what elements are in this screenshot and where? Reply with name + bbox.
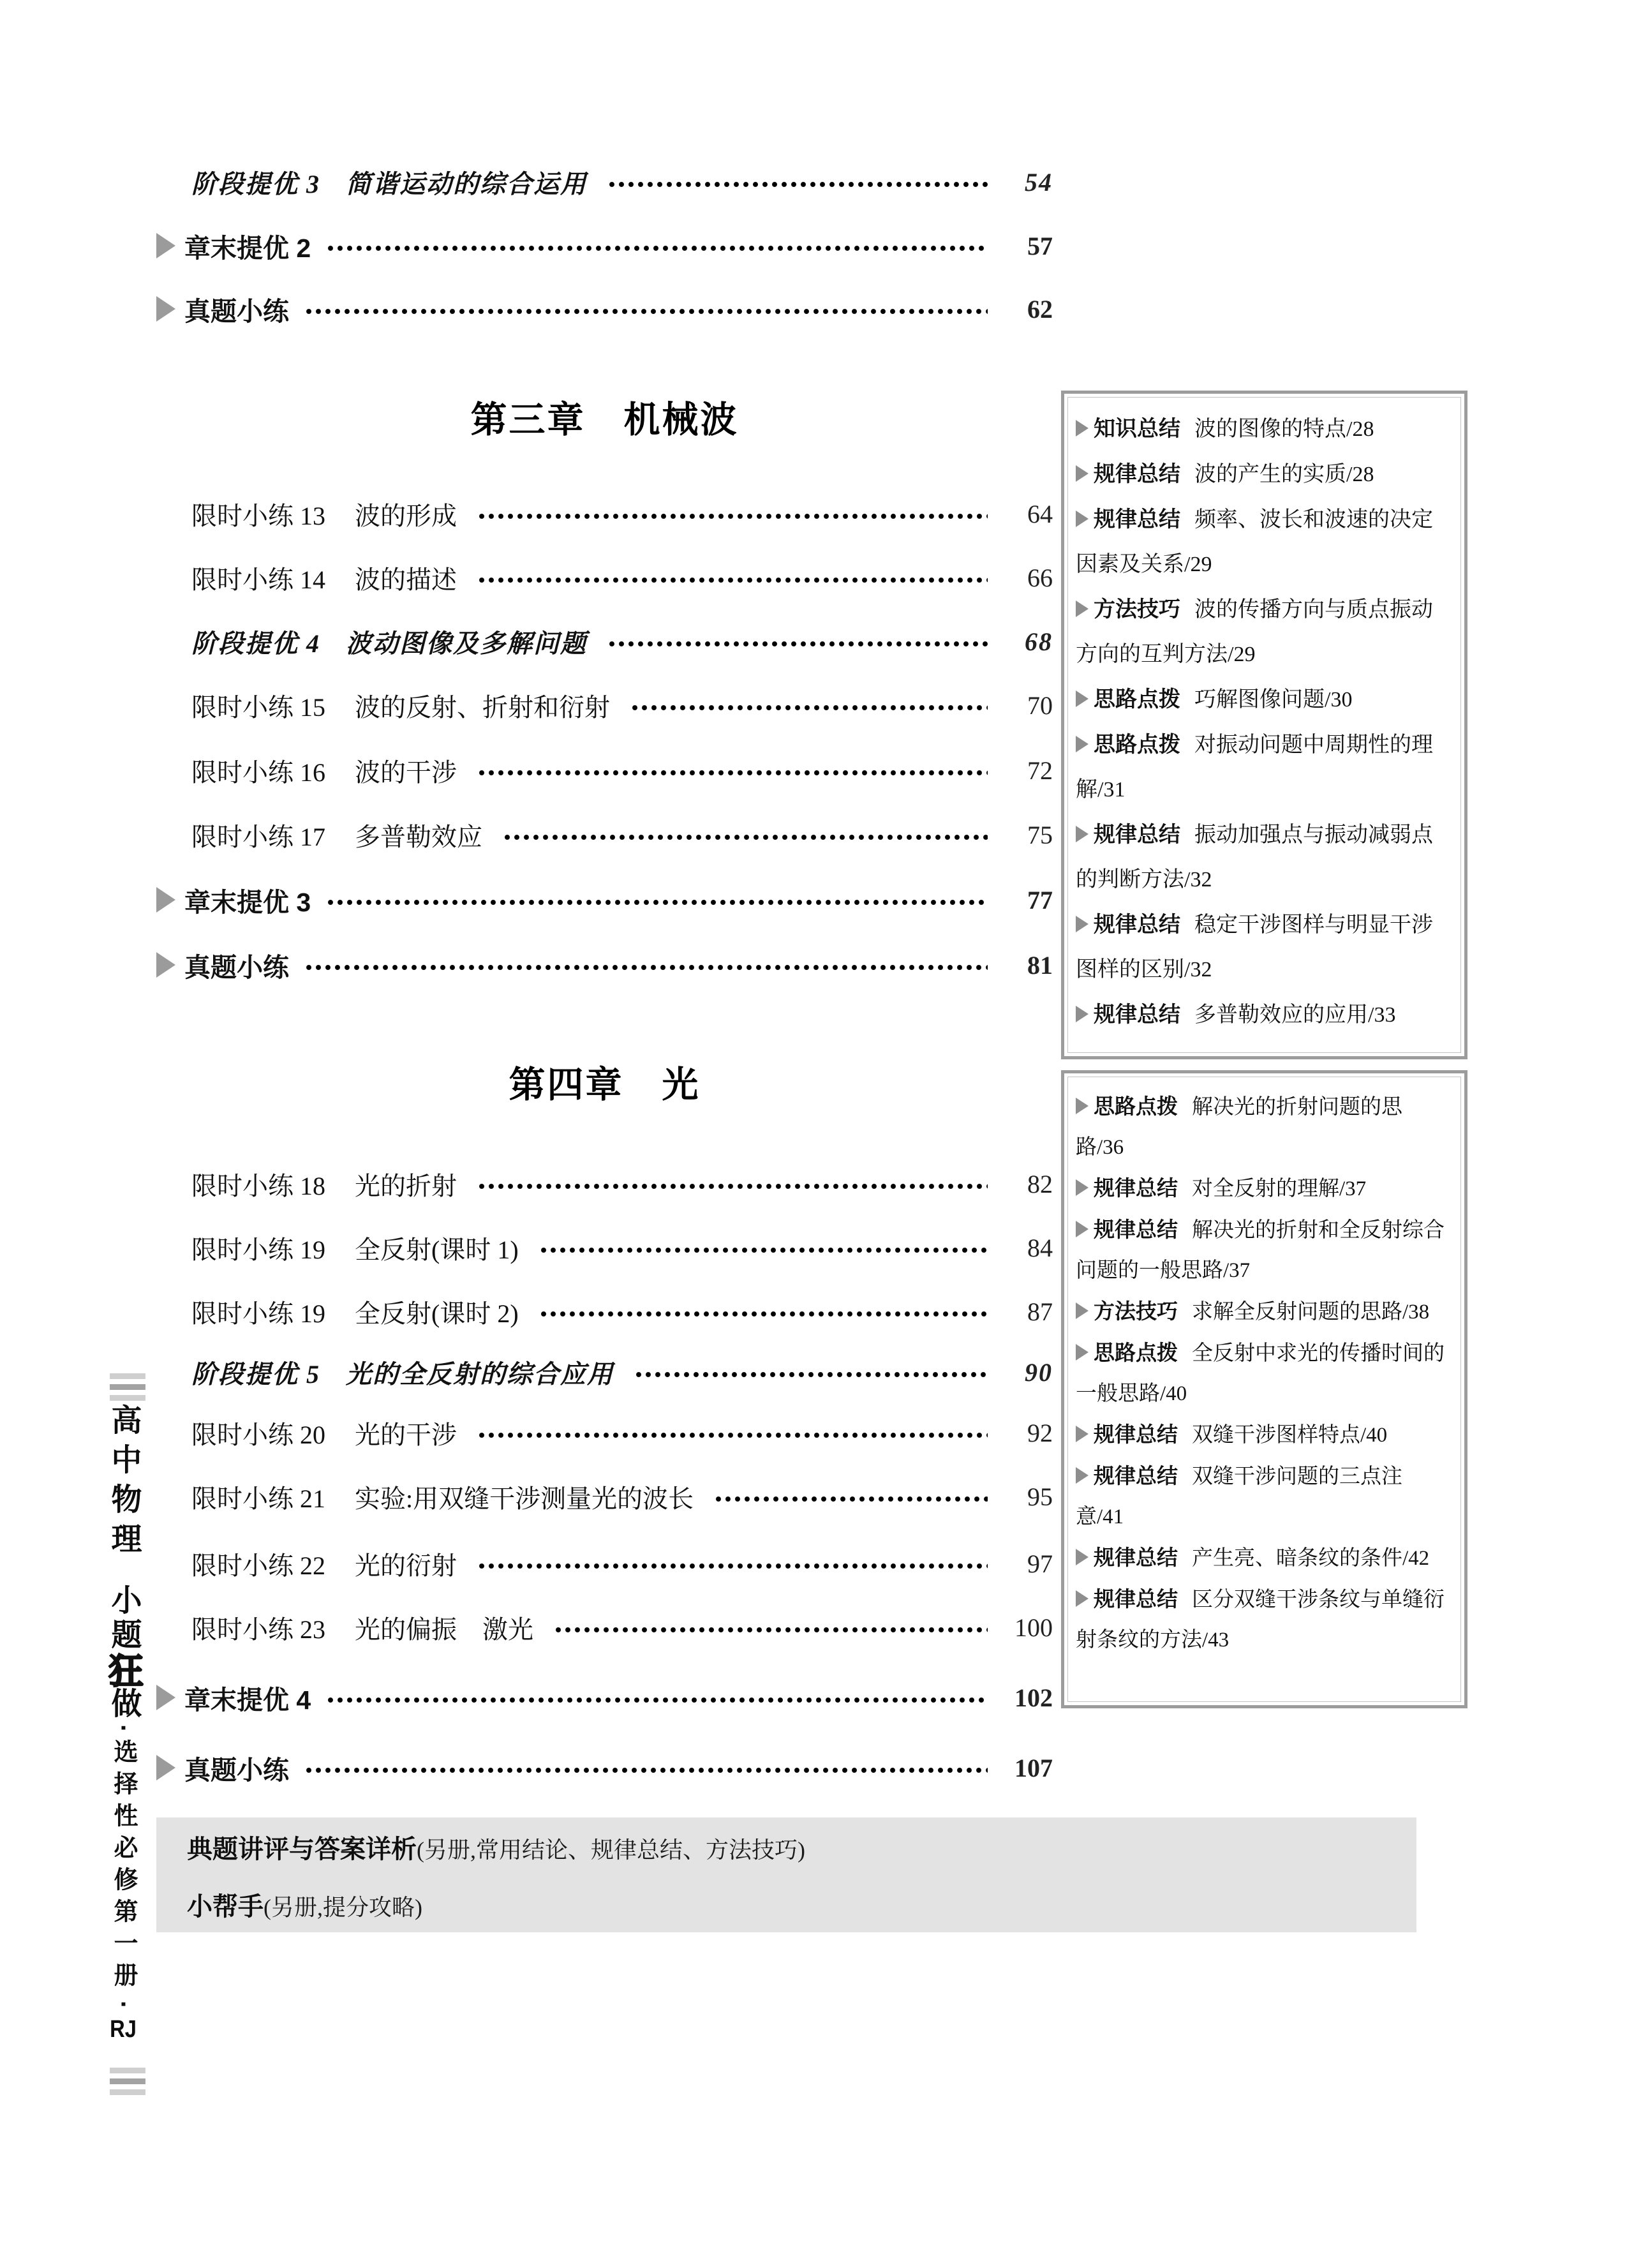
toc-entry	[156, 1291, 1053, 1332]
triangle-bullet-icon	[1076, 511, 1088, 527]
dot-leader	[540, 1311, 988, 1317]
bar	[110, 2078, 145, 2084]
summary-text: 稳定干涉图样与明显干涉图样的区别/32	[1076, 913, 1433, 981]
toc-entry-stage4	[156, 621, 1053, 662]
dot-leader	[609, 641, 988, 647]
page-number: 84	[1027, 1233, 1053, 1262]
dot-leader	[479, 770, 988, 776]
appendix-note: (另册,提分攻略)	[264, 1895, 422, 1920]
dot-leader	[479, 1563, 988, 1569]
entry-label: 阶段提优 4	[191, 629, 320, 658]
page-number: 72	[1027, 756, 1053, 785]
dot-leader	[540, 1247, 988, 1253]
summary-tag: 规律总结	[1094, 1176, 1178, 1200]
dot-leader	[327, 245, 988, 251]
summary-tag: 规律总结	[1094, 1587, 1178, 1611]
triangle-bullet-icon	[1076, 736, 1088, 752]
toc-entry	[156, 750, 1053, 791]
appendix-note: (另册,常用结论、规律总结、方法技巧)	[417, 1837, 805, 1863]
entry-title: 全反射(课时 1)	[355, 1235, 519, 1264]
page-number: 107	[1014, 1753, 1053, 1782]
entry-label: 限时小练 18	[191, 1171, 325, 1200]
summary-tag: 思路点拨	[1094, 687, 1180, 712]
chapter3-heading: 第三章 机械波	[470, 399, 739, 440]
brand-series-outline-char: 狂	[104, 1653, 142, 1687]
toc-entry	[156, 493, 1053, 534]
triangle-bullet-icon	[1076, 1098, 1088, 1114]
toc-entry-chapter-end2	[156, 225, 1053, 266]
decorative-bars-bottom	[110, 2068, 145, 2100]
page-number: 70	[1027, 690, 1053, 720]
dot-leader	[479, 577, 988, 583]
summary-text: 波的传播方向与质点振动方向的互判方法/29	[1076, 598, 1433, 666]
summary-tag: 知识总结	[1094, 417, 1180, 441]
toc-entry	[156, 685, 1053, 726]
summary-text: 解决光的折射问题的思路/36	[1076, 1096, 1402, 1159]
summary-text: 对全反射的理解/37	[1192, 1177, 1367, 1200]
triangle-bullet-icon	[1076, 465, 1088, 482]
triangle-bullet-icon	[1076, 1006, 1088, 1022]
page-number: 68	[1025, 627, 1053, 656]
summary-tag: 规律总结	[1094, 507, 1180, 532]
chapter4-summary-box	[1061, 1070, 1467, 1708]
page-number: 100	[1014, 1613, 1053, 1642]
entry-label: 真题小练	[184, 1755, 289, 1785]
brand-volume: 选择性必修第一册	[110, 1739, 137, 1995]
summary-text: 全反射中求光的传播时间的一般思路/40	[1076, 1342, 1445, 1405]
triangle-bullet-icon	[1076, 916, 1088, 932]
triangle-bullet-icon	[1076, 420, 1088, 436]
triangle-bullet-icon	[1076, 1179, 1088, 1196]
summary-tag: 思路点拨	[1094, 1341, 1178, 1364]
bar	[110, 2068, 145, 2073]
page-number: 62	[1027, 294, 1053, 324]
triangle-marker-icon	[156, 296, 175, 322]
dot-leader	[479, 1183, 988, 1190]
summary-text: 多普勒效应的应用/33	[1194, 1003, 1396, 1027]
summary-text: 产生亮、暗条纹的条件/42	[1192, 1547, 1430, 1570]
page-number: 90	[1025, 1357, 1053, 1387]
entry-label: 真题小练	[184, 952, 289, 982]
dot-leader	[327, 1697, 988, 1703]
summary-box-inner	[1067, 397, 1461, 1053]
page-number: 92	[1027, 1418, 1053, 1447]
dot-leader	[306, 964, 988, 971]
page-number: 97	[1027, 1549, 1053, 1578]
entry-title: 简谐运动的综合运用	[346, 169, 587, 198]
toc-entry-stage3	[156, 161, 1053, 202]
brand-series: 做	[107, 1687, 140, 1718]
summary-tag: 规律总结	[1094, 1422, 1178, 1446]
chapter3-summary-box	[1061, 391, 1467, 1059]
summary-tag: 思路点拨	[1094, 733, 1180, 757]
separator-dot: ·	[109, 1724, 137, 1733]
summary-tag: 规律总结	[1094, 1003, 1180, 1027]
triangle-bullet-icon	[1076, 1344, 1088, 1361]
summary-item	[1076, 1096, 1445, 1652]
page-number: 102	[1014, 1683, 1053, 1712]
separator-dot: ·	[109, 2001, 137, 2010]
page-number: 95	[1027, 1482, 1053, 1511]
summary-tag: 规律总结	[1094, 1546, 1178, 1569]
summary-text: 波的产生的实质/28	[1194, 463, 1374, 486]
toc-entry	[156, 1412, 1053, 1453]
dot-leader	[479, 513, 988, 519]
page-number: 75	[1027, 820, 1053, 849]
triangle-bullet-icon	[1076, 601, 1088, 617]
bar	[110, 1395, 145, 1401]
triangle-bullet-icon	[1076, 1467, 1088, 1484]
triangle-marker-icon	[156, 1685, 175, 1710]
entry-title: 光的偏振 激光	[355, 1615, 533, 1644]
entry-title: 全反射(课时 2)	[355, 1299, 519, 1328]
toc-entry	[156, 1227, 1053, 1268]
entry-title: 光的全反射的综合应用	[346, 1359, 614, 1389]
summary-text: 求解全反射问题的思路/38	[1192, 1301, 1430, 1324]
summary-tag: 规律总结	[1094, 1464, 1178, 1488]
entry-label: 限时小练 13	[191, 501, 325, 530]
summary-tag: 方法技巧	[1094, 597, 1180, 622]
summary-tag: 规律总结	[1094, 1218, 1178, 1241]
entry-label: 限时小练 15	[191, 692, 325, 722]
entry-label: 限时小练 16	[191, 757, 325, 787]
brand-edition: RJ	[110, 2017, 137, 2041]
summary-text: 巧解图像问题/30	[1194, 688, 1353, 712]
summary-tag: 方法技巧	[1094, 1299, 1178, 1323]
dot-leader	[327, 899, 988, 906]
summary-tag: 思路点拨	[1094, 1094, 1178, 1118]
toc-entry	[156, 1543, 1053, 1584]
toc-entry-real-questions2	[156, 288, 1053, 329]
entry-label: 限时小练 14	[191, 565, 325, 594]
triangle-marker-icon	[156, 887, 175, 913]
toc-entry-real-questions4	[156, 1747, 1053, 1788]
dot-leader	[479, 1432, 988, 1438]
dot-leader	[609, 181, 988, 188]
toc-entry	[156, 1607, 1053, 1648]
page-number: 82	[1027, 1169, 1053, 1198]
entry-label: 章末提优 3	[184, 887, 311, 917]
dot-leader	[632, 705, 988, 711]
dot-leader	[555, 1627, 988, 1633]
book-spine-title	[101, 1404, 148, 2074]
page-number: 87	[1027, 1297, 1053, 1326]
dot-leader	[504, 834, 988, 840]
entry-title: 波的反射、折射和衍射	[355, 692, 610, 722]
entry-label: 章末提优 4	[184, 1685, 311, 1715]
summary-text: 频率、波长和波速的决定因素及关系/29	[1076, 508, 1433, 576]
triangle-marker-icon	[156, 1755, 175, 1780]
entry-label: 限时小练 17	[191, 822, 325, 851]
summary-tag: 规律总结	[1094, 823, 1180, 847]
toc-entry-chapter-end3	[156, 879, 1053, 920]
summary-text: 解决光的折射和全反射综合问题的一般思路/37	[1076, 1219, 1445, 1282]
entry-label: 真题小练	[184, 296, 289, 326]
toc-entry	[156, 814, 1053, 855]
decorative-bars-top	[110, 1373, 145, 1406]
dot-leader	[306, 1767, 988, 1773]
entry-title: 实验:用双缝干涉测量光的波长	[355, 1484, 694, 1513]
page-number: 81	[1027, 950, 1053, 980]
toc-entry	[156, 1476, 1053, 1517]
dot-leader	[306, 308, 988, 315]
appendix-line-2	[187, 1886, 422, 1923]
appendix-line-1	[187, 1829, 805, 1865]
entry-title: 波动图像及多解问题	[346, 629, 587, 658]
entry-label: 限时小练 21	[191, 1484, 325, 1513]
triangle-bullet-icon	[1076, 1590, 1088, 1607]
summary-tag: 规律总结	[1094, 462, 1180, 486]
triangle-bullet-icon	[1076, 1426, 1088, 1442]
summary-tag: 规律总结	[1094, 913, 1180, 937]
summary-text: 双缝干涉问题的三点注意/41	[1076, 1465, 1402, 1528]
entry-label: 限时小练 20	[191, 1420, 325, 1449]
entry-title: 波的形成	[355, 501, 457, 530]
brand-subject: 高中物理	[107, 1404, 140, 1562]
triangle-bullet-icon	[1076, 1549, 1088, 1565]
toc-entry	[156, 1163, 1053, 1204]
entry-label: 章末提优 2	[184, 233, 311, 263]
entry-title: 波的干涉	[355, 757, 457, 787]
summary-box-inner	[1067, 1077, 1461, 1702]
entry-label: 限时小练 19	[191, 1299, 325, 1328]
bar	[110, 1373, 145, 1379]
summary-text: 区分双缝干涉条纹与单缝衍射条纹的方法/43	[1076, 1588, 1445, 1652]
page-number: 66	[1027, 563, 1053, 592]
toc-entry	[156, 557, 1053, 598]
summary-text: 波的图像的特点/28	[1194, 417, 1374, 441]
brand-series: 小题	[107, 1584, 140, 1653]
triangle-bullet-icon	[1076, 690, 1088, 707]
dot-leader	[635, 1371, 988, 1378]
summary-text: 振动加强点与振动减弱点的判断方法/32	[1076, 823, 1433, 892]
toc-entry-chapter-end4	[156, 1677, 1053, 1718]
entry-label: 限时小练 22	[191, 1551, 325, 1580]
dot-leader	[715, 1496, 988, 1502]
page-number: 77	[1027, 885, 1053, 914]
triangle-marker-icon	[156, 952, 175, 978]
page-number: 64	[1027, 499, 1053, 528]
summary-item	[1076, 417, 1433, 1027]
appendix-title: 小帮手	[187, 1893, 264, 1921]
page-number: 54	[1025, 167, 1053, 197]
bar	[110, 1384, 145, 1390]
entry-title: 光的折射	[355, 1171, 457, 1200]
toc-entry-real-questions3	[156, 944, 1053, 985]
bar	[110, 2089, 145, 2095]
entry-label: 限时小练 19	[191, 1235, 325, 1264]
entry-label: 限时小练 23	[191, 1615, 325, 1644]
triangle-bullet-icon	[1076, 826, 1088, 842]
entry-title: 光的衍射	[355, 1551, 457, 1580]
triangle-bullet-icon	[1076, 1302, 1088, 1319]
entry-label: 阶段提优 5	[191, 1359, 320, 1389]
toc-entry-stage5	[156, 1352, 1053, 1392]
summary-text: 双缝干涉图样特点/40	[1192, 1424, 1388, 1447]
appendix-panel	[156, 1817, 1416, 1932]
triangle-bullet-icon	[1076, 1221, 1088, 1237]
summary-text: 对振动问题中周期性的理解/31	[1076, 733, 1433, 802]
triangle-marker-icon	[156, 233, 175, 258]
entry-label: 阶段提优 3	[191, 169, 320, 198]
chapter4-heading: 第四章 光	[509, 1064, 701, 1105]
entry-title: 波的描述	[355, 565, 457, 594]
entry-title: 多普勒效应	[355, 822, 482, 851]
page-number: 57	[1027, 231, 1053, 260]
entry-title: 光的干涉	[355, 1420, 457, 1449]
appendix-title: 典题讲评与答案详析	[187, 1835, 417, 1863]
